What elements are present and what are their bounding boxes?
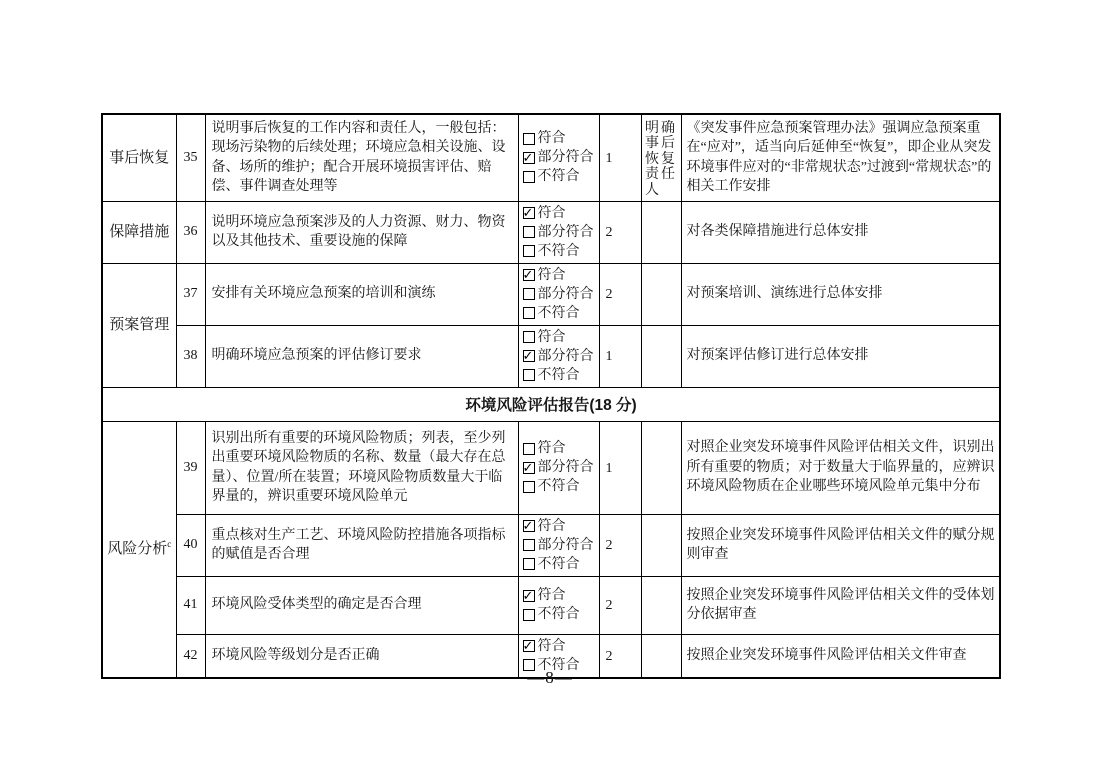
checkbox-icon[interactable] [523,207,535,219]
comment-text: 《突发事件应急预案管理办法》强调应急预案重在“应对”，适当向后延伸至“恢复”，即企业从突发环境事件应对的“非常规状态”过渡到“常规状态”的相关工作安排 [681,114,1000,201]
item-description: 说明事后恢复的工作内容和责任人，一般包括：现场污染物的后续处理；环境应急相关设施、设备、场所的维护；配合开展环境损害评估、赔偿、事件调查处理等 [205,114,518,201]
option-label: 部分符合 [537,286,594,302]
checkbox-option[interactable] [523,347,597,366]
checkbox-icon[interactable] [523,462,535,474]
checkbox-option[interactable] [523,148,597,167]
option-label: 不符合 [537,556,580,572]
checkbox-icon[interactable] [523,539,535,551]
checkbox-icon[interactable] [523,369,535,381]
checkbox-group [518,421,599,514]
footnote-marker: c [167,539,172,550]
checkbox-option[interactable] [523,285,597,304]
item-description: 明确环境应急预案的评估修订要求 [205,325,518,387]
option-label: 不符合 [537,243,580,259]
table-row [102,114,1000,201]
checkbox-option[interactable] [523,586,597,605]
checkbox-group [518,114,599,201]
category-cell [102,114,176,201]
category-cell [102,263,176,387]
reviewer-note-cell [641,325,681,387]
option-label: 部分符合 [537,150,594,166]
comment-text: 对预案培训、演练进行总体安排 [681,263,1000,325]
option-label: 不符合 [537,479,580,494]
item-number: 40 [176,514,205,576]
checkbox-option[interactable] [523,129,597,148]
category-cell [102,201,176,263]
checkbox-option[interactable] [523,304,597,323]
comment-text: 对预案评估修订进行总体安排 [681,325,1000,387]
checkbox-icon[interactable] [523,443,535,455]
checkbox-option[interactable] [523,477,597,496]
option-label: 符合 [537,518,566,534]
item-number: 36 [176,201,205,263]
section-header-row [102,387,1000,421]
comment-text: 按照企业突发环境事件风险评估相关文件审查 [681,634,1000,678]
table-row [102,421,1000,514]
reviewer-note-cell [641,421,681,514]
reviewer-note-cell [641,263,681,325]
item-number: 42 [176,634,205,678]
option-label: 不符合 [537,657,580,673]
page-number: —8— [527,668,573,687]
checkbox-option[interactable] [523,536,597,555]
checkbox-icon[interactable] [523,226,535,238]
checkbox-icon[interactable] [523,609,535,621]
item-description: 识别出所有重要的环境风险物质；列表，至少列出重要环境风险物质的名称、数量（最大存在总量）、位置/所在装置；环境风险物质数量大于临界量的，辨识重要环境风险单元 [205,421,518,514]
option-label: 符合 [537,131,566,147]
checkbox-icon[interactable] [523,590,535,602]
checkbox-icon[interactable] [523,133,535,145]
checkbox-icon[interactable] [523,520,535,532]
checkbox-option[interactable] [523,605,597,624]
option-label: 不符合 [537,607,580,622]
item-number: 41 [176,576,205,634]
category-label: 风险分析 [107,541,168,558]
item-number: 35 [176,114,205,201]
checkbox-option[interactable] [523,167,597,186]
option-label: 不符合 [537,305,580,321]
reviewer-note-cell [641,576,681,634]
option-label: 部分符合 [537,537,594,553]
comment-text: 按照企业突发环境事件风险评估相关文件的赋分规则审查 [681,514,1000,576]
reviewer-note: 明确事后恢复责任人 [645,120,677,198]
category-label: 事后恢复 [109,149,170,166]
item-number: 38 [176,325,205,387]
item-description: 说明环境应急预案涉及的人力资源、财力、物资以及其他技术、重要设施的保障 [205,201,518,263]
checkbox-icon[interactable] [523,331,535,343]
checkbox-option[interactable] [523,555,597,574]
checkbox-icon[interactable] [523,269,535,281]
checkbox-option[interactable] [523,328,597,347]
option-label: 符合 [537,267,566,283]
score-value: 1 [599,325,641,387]
checkbox-group [518,201,599,263]
item-description: 重点核对生产工艺、环境风险防控措施各项指标的赋值是否合理 [205,514,518,576]
item-number: 39 [176,421,205,514]
section-header: 环境风险评估报告(18 分) [102,387,1000,421]
checkbox-icon[interactable] [523,307,535,319]
checkbox-icon[interactable] [523,288,535,300]
score-value: 1 [599,421,641,514]
item-description: 安排有关环境应急预案的培训和演练 [205,263,518,325]
checkbox-icon[interactable] [523,152,535,164]
score-value: 2 [599,263,641,325]
score-value: 1 [599,114,641,201]
checkbox-icon[interactable] [523,558,535,570]
category-cell [102,421,176,678]
checkbox-option[interactable] [523,242,597,261]
option-label: 符合 [537,588,566,603]
reviewer-note-cell [641,201,681,263]
option-label: 符合 [537,638,566,654]
reviewer-note-cell [641,514,681,576]
option-label: 符合 [537,441,566,456]
score-value: 2 [599,576,641,634]
checkbox-option[interactable] [523,223,597,242]
score-value: 2 [599,514,641,576]
checkbox-option[interactable] [523,439,597,458]
checkbox-option[interactable] [523,637,597,656]
checkbox-icon[interactable] [523,245,535,257]
checkbox-option[interactable] [523,204,597,223]
checkbox-group [518,514,599,576]
checkbox-icon[interactable] [523,171,535,183]
reviewer-note-cell [641,114,681,201]
option-label: 符合 [537,205,566,221]
comment-text: 对照企业突发环境事件风险评估相关文件，识别出所有重要的物质；对于数量大于临界量的，应辨识环境风险物质在企业哪些环境风险单元集中分布 [681,421,1000,514]
option-label: 部分符合 [537,460,594,475]
evaluation-table [101,113,1001,679]
score-value: 2 [599,634,641,678]
table-row [102,514,1000,576]
item-description: 环境风险受体类型的确定是否合理 [205,576,518,634]
checkbox-icon[interactable] [523,481,535,493]
checkbox-option[interactable] [523,517,597,536]
checkbox-option[interactable] [523,458,597,477]
checkbox-icon[interactable] [523,350,535,362]
category-label: 保障措施 [109,224,170,240]
option-label: 部分符合 [537,348,594,364]
table-row [102,201,1000,263]
option-label: 部分符合 [537,224,594,240]
option-label: 符合 [537,329,566,345]
score-value: 2 [599,201,641,263]
table-row [102,263,1000,325]
checkbox-group [518,325,599,387]
option-label: 不符合 [537,169,580,185]
checkbox-icon[interactable] [523,640,535,652]
checkbox-option[interactable] [523,366,597,385]
checkbox-group [518,576,599,634]
category-label: 预案管理 [109,317,170,333]
comment-text: 按照企业突发环境事件风险评估相关文件的受体划分依据审查 [681,576,1000,634]
table-row [102,576,1000,634]
item-description: 环境风险等级划分是否正确 [205,634,518,678]
item-number: 37 [176,263,205,325]
checkbox-group [518,263,599,325]
comment-text: 对各类保障措施进行总体安排 [681,201,1000,263]
checkbox-option[interactable] [523,266,597,285]
option-label: 不符合 [537,367,580,383]
table-row [102,325,1000,387]
